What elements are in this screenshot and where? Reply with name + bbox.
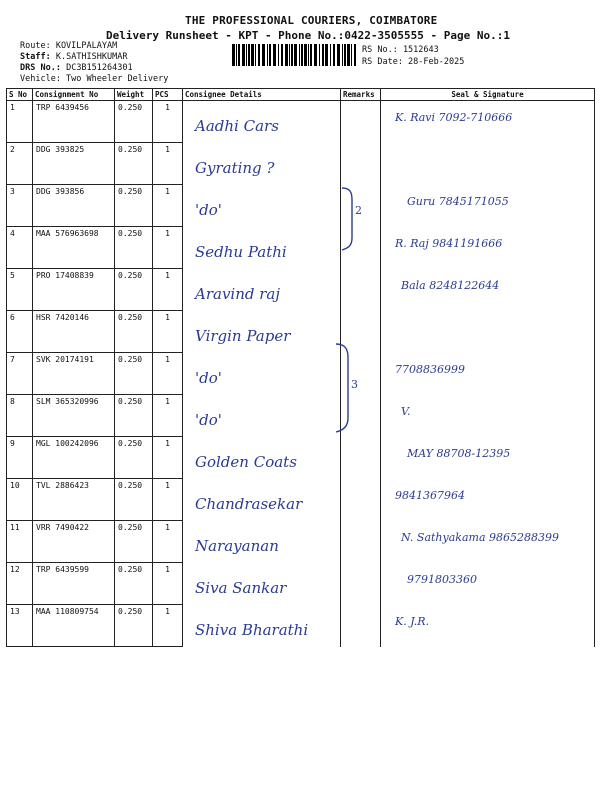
- staff-label: Staff:: [20, 52, 51, 62]
- pcs-cell: 1: [153, 311, 183, 353]
- pcs-cell: 1: [153, 227, 183, 269]
- drs-number: DC3B151264301: [66, 63, 133, 73]
- col-consignee: Consignee Details: [183, 89, 341, 101]
- col-pcs: PCS: [153, 89, 183, 101]
- pcs-cell: 1: [153, 479, 183, 521]
- weight-cell: 0.250: [115, 101, 153, 143]
- weight-cell: 0.250: [115, 185, 153, 227]
- consignment-cell: DDG 393856: [33, 185, 115, 227]
- staff-name: K.SATHISHKUMAR: [55, 52, 128, 62]
- sno-cell: 5: [7, 269, 33, 311]
- consignment-cell: TRP 6439599: [33, 563, 115, 605]
- sno-cell: 11: [7, 521, 33, 563]
- staff-line: [20, 52, 128, 62]
- drs-line: [20, 63, 133, 73]
- signature-handwriting: 7708836999: [395, 362, 465, 376]
- sno-cell: 6: [7, 311, 33, 353]
- signature-handwriting: N. Sathyakama 9865288399: [401, 530, 559, 544]
- col-sno: S No: [7, 89, 33, 101]
- signature-handwriting: R. Raj 9841191666: [395, 236, 503, 250]
- consignment-cell: VRR 7490422: [33, 521, 115, 563]
- sno-cell: 1: [7, 101, 33, 143]
- weight-cell: 0.250: [115, 437, 153, 479]
- consignee-handwriting: 'do': [195, 200, 222, 219]
- signature-handwriting: Guru 7845171055: [407, 194, 509, 208]
- sno-cell: 10: [7, 479, 33, 521]
- vehicle-line: Vehicle: Two Wheeler Delivery: [20, 74, 169, 84]
- route-line: Route: KOVILPALAYAM: [20, 41, 118, 51]
- remarks-count-b: 3: [351, 378, 358, 391]
- sno-cell: 13: [7, 605, 33, 647]
- pcs-cell: 1: [153, 101, 183, 143]
- consignee-handwriting: Gyrating ?: [195, 158, 275, 177]
- sno-cell: 9: [7, 437, 33, 479]
- weight-cell: 0.250: [115, 563, 153, 605]
- col-consignment: Consignment No: [33, 89, 115, 101]
- handwriting-marks: [6, 88, 594, 634]
- weight-cell: 0.250: [115, 521, 153, 563]
- col-remarks: Remarks: [341, 89, 381, 101]
- signature-handwriting: 9791803360: [407, 572, 477, 586]
- signature-handwriting: 9841367964: [395, 488, 465, 502]
- weight-cell: 0.250: [115, 479, 153, 521]
- remarks-count-a: 2: [355, 204, 362, 217]
- sno-cell: 4: [7, 227, 33, 269]
- consignee-handwriting: Narayanan: [195, 536, 279, 555]
- runsheet-table: [6, 88, 594, 639]
- consignee-handwriting: Siva Sankar: [195, 578, 287, 597]
- consignee-handwriting: 'do': [195, 410, 222, 429]
- consignment-cell: SLM 365320996: [33, 395, 115, 437]
- sno-cell: 8: [7, 395, 33, 437]
- drs-label: DRS No.:: [20, 63, 61, 73]
- consignment-cell: PRO 17408839: [33, 269, 115, 311]
- weight-cell: 0.250: [115, 605, 153, 647]
- rs-date: RS Date: 28-Feb-2025: [362, 57, 465, 67]
- weight-cell: 0.250: [115, 395, 153, 437]
- consignee-handwriting: Golden Coats: [195, 452, 297, 471]
- weight-cell: 0.250: [115, 143, 153, 185]
- pcs-cell: 1: [153, 437, 183, 479]
- weight-cell: 0.250: [115, 227, 153, 269]
- signature-handwriting: MAY 88708-12395: [407, 446, 511, 460]
- rs-number: RS No.: 1512643: [362, 45, 439, 55]
- consignee-handwriting: Chandrasekar: [195, 494, 303, 513]
- pcs-cell: 1: [153, 605, 183, 647]
- consignee-handwriting: Virgin Paper: [195, 326, 291, 345]
- pcs-cell: 1: [153, 521, 183, 563]
- consignment-cell: TRP 6439456: [33, 101, 115, 143]
- sno-cell: 7: [7, 353, 33, 395]
- pcs-cell: 1: [153, 395, 183, 437]
- weight-cell: 0.250: [115, 311, 153, 353]
- barcode-icon: [232, 44, 356, 66]
- consignee-handwriting: Sedhu Pathi: [195, 242, 287, 261]
- consignment-cell: SVK 20174191: [33, 353, 115, 395]
- consignee-handwriting: Shiva Bharathi: [195, 620, 309, 639]
- consignment-cell: MGL 100242096: [33, 437, 115, 479]
- sno-cell: 2: [7, 143, 33, 185]
- consignee-handwriting: Aadhi Cars: [195, 117, 279, 135]
- signature-handwriting: K. J.R.: [395, 614, 430, 628]
- consignment-cell: DDG 393825: [33, 143, 115, 185]
- consignee-handwriting: Aravind raj: [195, 284, 281, 303]
- weight-cell: 0.250: [115, 269, 153, 311]
- sno-cell: 3: [7, 185, 33, 227]
- col-signature: Seal & Signature: [381, 89, 595, 101]
- signature-handwriting: K. Ravi 7092-710666: [395, 111, 513, 124]
- runsheet-subtitle: Delivery Runsheet - KPT - Phone No.:0422-3505555 - Page No.:1: [106, 29, 510, 42]
- sno-cell: 12: [7, 563, 33, 605]
- consignment-cell: HSR 7420146: [33, 311, 115, 353]
- company-title: THE PROFESSIONAL COURIERS, COIMBATORE: [185, 14, 438, 27]
- pcs-cell: 1: [153, 353, 183, 395]
- consignee-handwriting: 'do': [195, 368, 222, 387]
- consignment-cell: MAA 576963698: [33, 227, 115, 269]
- pcs-cell: 1: [153, 269, 183, 311]
- pcs-cell: 1: [153, 563, 183, 605]
- consignment-cell: MAA 110809754: [33, 605, 115, 647]
- weight-cell: 0.250: [115, 353, 153, 395]
- col-weight: Weight: [115, 89, 153, 101]
- signature-handwriting: V.: [401, 404, 411, 418]
- signature-handwriting: Bala 8248122644: [401, 278, 500, 292]
- consignment-cell: TVL 2886423: [33, 479, 115, 521]
- pcs-cell: 1: [153, 185, 183, 227]
- pcs-cell: 1: [153, 143, 183, 185]
